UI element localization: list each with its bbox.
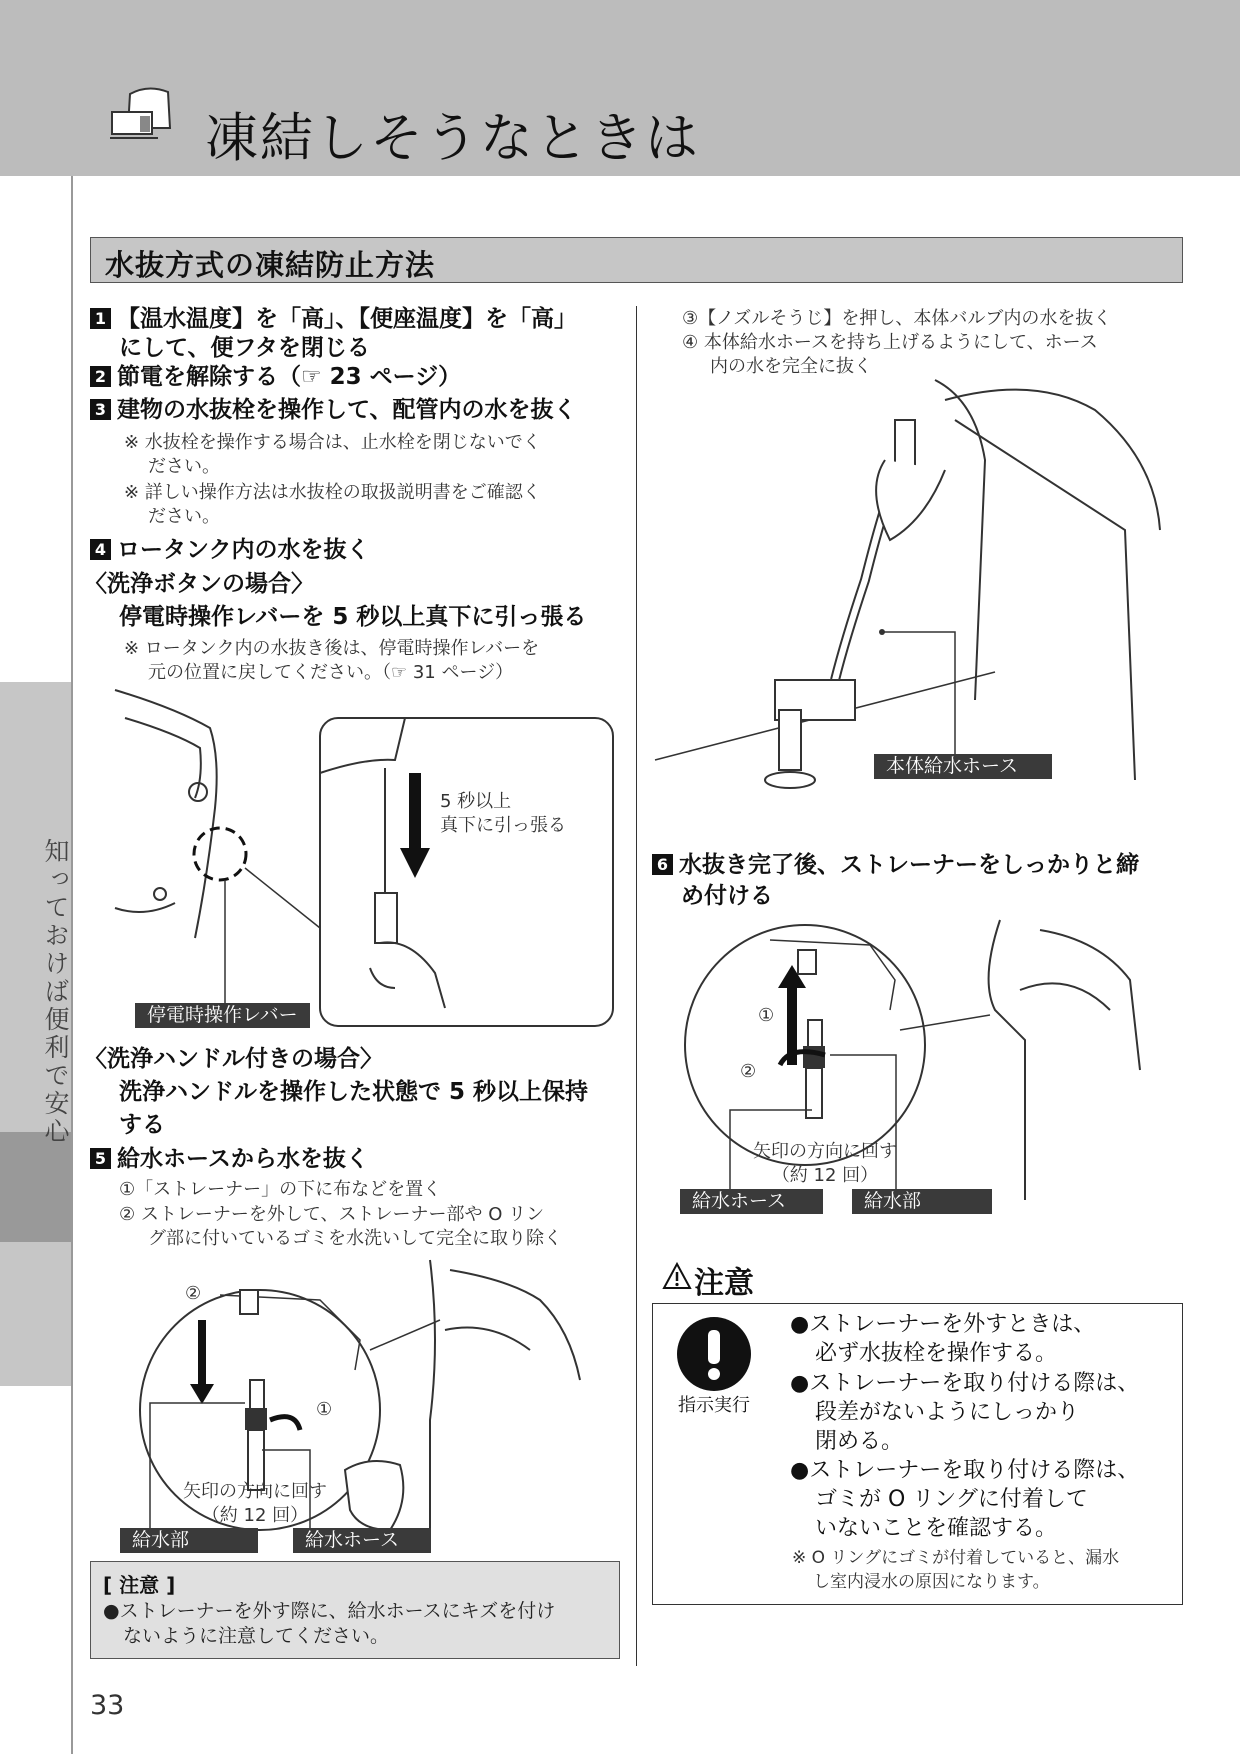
step-2: 2 節電を解除する（☞ 23 ページ） — [90, 363, 461, 392]
caution-title: [ 注意 ] — [103, 1573, 176, 1597]
warning-title: 注意 — [694, 1266, 754, 1301]
side-tab-label: 知っておけば便利で安心 — [41, 838, 70, 1146]
case-handle-action-1: 洗浄ハンドルを操作した状態で 5 秒以上保持 — [119, 1079, 589, 1105]
step-3-note-2b: ださい。 — [148, 506, 220, 527]
caution-box — [90, 1561, 620, 1659]
caution-line-1: ●ストレーナーを外す際に、給水ホースにキズを付け — [103, 1600, 556, 1622]
warning-bullet-1b: 必ず水抜栓を操作する。 — [815, 1341, 1058, 1366]
tighten-mark-1: ① — [758, 1005, 775, 1026]
strainer-caption-1: 矢印の方向に回す — [183, 1481, 327, 1502]
warning-bullet-3c: いないことを確認する。 — [815, 1516, 1058, 1541]
lever-illustration — [115, 688, 620, 1038]
step-5: 5 給水ホースから水を抜く — [90, 1145, 369, 1174]
label-tighten-hose: 給水ホース — [680, 1189, 823, 1214]
case-button-heading: 〈洗浄ボタンの場合〉 — [84, 571, 314, 597]
step-5-sub-2b: グ部に付いているゴミを水洗いして完全に取り除く — [148, 1228, 562, 1249]
page-number: 33 — [90, 1690, 125, 1721]
step-6-cont: め付ける — [681, 883, 773, 909]
side-tab-active — [0, 1132, 71, 1242]
mandatory-action-icon — [676, 1316, 752, 1392]
strainer-caption-2: （約 12 回） — [201, 1505, 309, 1526]
step-3: 3 建物の水抜栓を操作して、配管内の水を抜く — [90, 396, 577, 425]
warning-bullet-2a: ●ストレーナーを取り付ける際は、 — [790, 1371, 1140, 1396]
step-5-sub-4a: ④ 本体給水ホースを持ち上げるようにして、ホース — [682, 332, 1098, 353]
lever-label: 停電時操作レバー — [135, 1003, 310, 1028]
warning-bullet-3a: ●ストレーナーを取り付ける際は、 — [790, 1458, 1140, 1483]
label-body-hose: 本体給水ホース — [874, 754, 1052, 779]
column-divider — [636, 306, 637, 1666]
caution-line-2: ないように注意してください。 — [123, 1625, 390, 1647]
warning-bullet-2b: 段差がないようにしっかり — [815, 1400, 1080, 1425]
strainer-mark-2: ② — [185, 1283, 202, 1304]
tighten-mark-2: ② — [740, 1061, 757, 1082]
step-5-sub-3: ③【ノズルそうじ】を押し、本体バルブ内の水を抜く — [682, 308, 1112, 329]
step-5-sub-2a: ② ストレーナーを外して、ストレーナー部や O リン — [119, 1204, 545, 1225]
warning-triangle-icon — [662, 1262, 692, 1290]
tighten-caption-1: 矢印の方向に回す — [753, 1141, 897, 1162]
label-supply-part: 給水部 — [120, 1528, 258, 1553]
label-tighten-part: 給水部 — [852, 1189, 992, 1214]
lever-caption-1: 5 秒以上 — [440, 791, 512, 812]
step-3-note-1a: ※ 水抜栓を操作する場合は、止水栓を閉じないでく — [124, 432, 541, 453]
step-6: 6 水抜き完了後、ストレーナーをしっかりと締 — [652, 851, 1139, 880]
lever-caption-2: 真下に引っ張る — [440, 815, 566, 836]
step-4-note-b: 元の位置に戻してください。（☞ 31 ページ） — [148, 662, 514, 683]
mandatory-action-label: 指示実行 — [678, 1395, 750, 1416]
warning-note-a: ※ O リングにゴミが付着していると、漏水 — [792, 1548, 1120, 1568]
step-5-sub-4b: 内の水を完全に抜く — [710, 356, 872, 377]
strainer-mark-1: ① — [316, 1399, 333, 1420]
side-tab-bg-lower — [0, 1242, 71, 1386]
body-hose-illustration — [655, 380, 1185, 800]
toilet-icon — [108, 86, 178, 146]
warning-bullet-3b: ゴミが O リングに付着して — [815, 1487, 1088, 1512]
page-title: 凍結しそうなときは — [205, 108, 700, 169]
step-3-note-1b: ださい。 — [148, 456, 220, 477]
section-title: 水抜方式の凍結防止方法 — [90, 237, 1183, 283]
case-handle-action-2: する — [119, 1112, 165, 1138]
case-handle-heading: 〈洗浄ハンドル付きの場合〉 — [84, 1046, 383, 1072]
step-5-sub-1: ①「ストレーナー」の下に布などを置く — [119, 1179, 442, 1200]
step-4: 4 ロータンク内の水を抜く — [90, 536, 370, 565]
step-number: 1 — [90, 308, 111, 329]
case-button-action: 停電時操作レバーを 5 秒以上真下に引っ張る — [119, 604, 587, 630]
warning-bullet-2c: 閉める。 — [815, 1429, 904, 1454]
label-supply-hose: 給水ホース — [293, 1528, 431, 1553]
step-1-cont: にして、便フタを閉じる — [119, 335, 370, 361]
warning-bullet-1a: ●ストレーナーを外すときは、 — [790, 1312, 1096, 1337]
step-1: 1 【温水温度】を「高」、【便座温度】を「高」 — [90, 305, 577, 334]
tighten-caption-2: （約 12 回） — [771, 1165, 879, 1186]
warning-note-b: し室内浸水の原因になります。 — [813, 1572, 1050, 1592]
step-4-note-a: ※ ロータンク内の水抜き後は、停電時操作レバーを — [124, 638, 540, 659]
step-3-note-2a: ※ 詳しい操作方法は水抜栓の取扱説明書をご確認く — [124, 482, 541, 503]
